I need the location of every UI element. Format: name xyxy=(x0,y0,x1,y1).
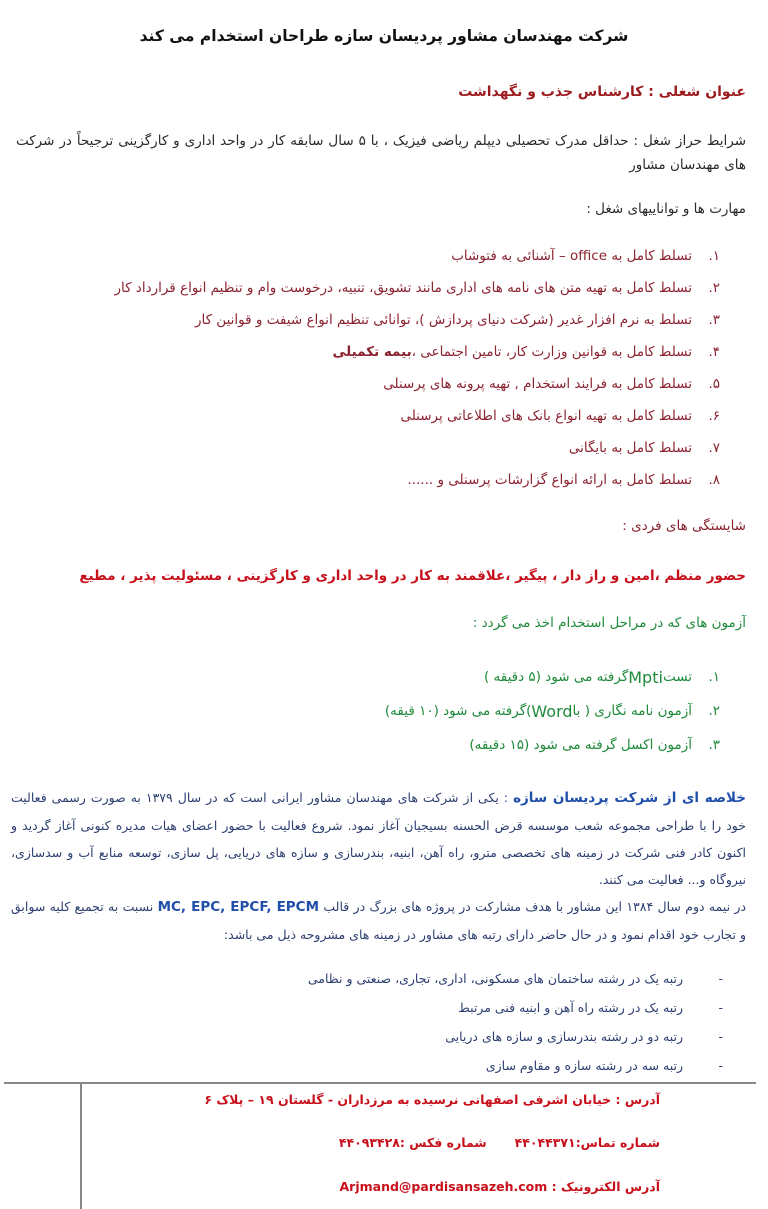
grade-item: - رتبه سه در رشته سازه و مقاوم سازی xyxy=(485,1058,723,1073)
company-name: خلاصه ای از شرکت پردیسان سازه xyxy=(513,790,746,806)
tests-list xyxy=(385,660,720,762)
tests-heading: آزمون های که در مراحل استخدام اخذ می گردد : xyxy=(472,615,746,631)
skill-item: ۲. تسلط کامل به تهیه متن های نامه های اداری مانند تشویق، تنبیه، درخوست وام و تنظیم انواع قرارداد کار xyxy=(114,280,720,296)
skills-list xyxy=(114,240,720,496)
grade-item: - رتبه یک در رشته ساختمان های مسکونی، اداری، تجاری، صنعتی و نظامی xyxy=(307,971,723,986)
test-item: ۲. آزمون نامه نگاری ( با Word )گرفته می شود (۱۰ قیقه) xyxy=(384,701,720,721)
company-paragraph-1: یکی از شرکت های مهندسان مشاور ایرانی است که در سال ۱۳۷۹ به صورت رسمی فعالیت خود را با طراحی مجموعه شعب موسسه قرض الحسنه بسیجیان آغاز نمود. شروع فعالیت با حضور اعضای هیات مدیره کنونی آغاز گردید و اکنون کادر فنی شرکت در زمینه های تخصصی مترو، راه آهن، ابنیه، بندرسازی و سازه های دریایی، پل سازی، توسعه منابع آب و سدسازی، نیروگاه و... فعالیت می کنند. xyxy=(11,790,746,887)
footer-fax: شماره فکس :۴۴۰۹۳۴۲۸ xyxy=(338,1135,487,1150)
traits-text: حضور منظم ،امین و راز دار ، پیگیر ،علاقمند به کار در واحد اداری و کارگزینی ، مسئولیت پذیر ، مطیع xyxy=(79,568,746,584)
skill-item: ۶. تسلط کامل به تهیه انواع بانک های اطلاعاتی پرسنلی xyxy=(400,408,720,424)
footer-contacts xyxy=(339,1135,660,1150)
skill-item: ۱. تسلط کامل به office – آشنائی به فتوشاب xyxy=(451,248,720,264)
company-paragraph-2: در نیمه دوم سال ۱۳۸۴ این مشاور با هدف مشارکت در پروژه های بزرگ در قالب xyxy=(319,899,747,914)
footer-email-label: آدرس الکترونیک : xyxy=(551,1179,660,1194)
grades-list xyxy=(308,964,723,1080)
skill-item: ۷. تسلط کامل به بایگانی xyxy=(568,440,720,456)
skill-item: ۳. تسلط به نرم افزار غدیر (شرکت دنیای پردازش )، توانائی تنظیم انواع شیفت و قوانین کار xyxy=(194,312,720,328)
job-conditions: شرایط حراز شغل : حداقل مدرک تحصیلی دیپلم ریاضی فیزیک ، با ۵ سال سابقه کار در واحد اداری و کارگزینی ترجیحاً در شرکت های مهندسان مشاور xyxy=(16,133,747,173)
grade-item: - رتبه دو در رشته بندرسازی و سازه های دریایی xyxy=(445,1029,723,1044)
skill-item: ۴. تسلط کامل به قوانین وزارت کار، تامین اجتماعی ، بیمه تکمیلی xyxy=(332,344,720,360)
footer-divider xyxy=(4,1082,756,1084)
company-summary: خلاصه ای از شرکت پردیسان سازه : یکی از شرکت های مهندسان مشاور ایرانی است که در سال ۱۳۷۹ به صورت رسمی فعالیت خود را با طراحی مجموعه شعب موسسه قرض الحسنه بسیجیان آغاز نمود. شروع فعالیت با حضور اعضای هیات مدیره کنونی آغاز گردید و اکنون کادر فنی شرکت در زمینه های تخصصی مترو، راه آهن، ابنیه، بندرسازی و سازه های دریایی، پل سازی، توسعه منابع آب و سدسازی، نیروگاه و... فعالیت می کنند. در نیمه دوم سال ۱۳۸۴ این مشاور با هدف مشارکت در پروژه های بزرگ در قالب MC, EPC, EPCF, EPCM نسبت به تجمیع کلیه سوابق و تجارب خود اقدام نمود و در حال حاضر دارای رتبه های مشاور در زمینه های مشروحه ذیل می باشد: xyxy=(11,790,747,942)
footer-email-row xyxy=(340,1179,661,1194)
job-title: عنوان شغلی : کارشناس جذب و نگهداشت xyxy=(458,84,746,100)
skill-item: ۸. تسلط کامل به ارائه انواع گزارشات پرسنلی و ...... xyxy=(407,472,720,488)
traits-heading: شایستگی های فردی : xyxy=(622,518,746,534)
footer-address: آدرس : خیابان اشرفی اصفهانی نرسیده به مرزداران - گلستان ۱۹ – پلاک ۶ xyxy=(204,1092,660,1107)
test-item: ۳. آزمون اکسل گرفته می شود (۱۵ دقیقه) xyxy=(469,737,720,753)
footer-email[interactable]: Arjmand@pardisansazeh.com xyxy=(339,1179,548,1194)
page-title: شرکت مهندسان مشاور پردیسان سازه طراحان استخدام می کند xyxy=(139,27,629,45)
footer-vertical-divider xyxy=(80,1083,82,1209)
footer-phone: شماره تماس:۴۴۰۴۴۳۷۱ xyxy=(514,1135,660,1150)
grade-item: - رتبه یک در رشته راه آهن و ابنیه فنی مرتبط xyxy=(458,1000,723,1015)
skills-heading: مهارت ها و تواناییهای شغل : xyxy=(586,201,746,217)
skill-item: ۵. تسلط کامل به فرایند استخدام , تهیه پرونه های پرسنلی xyxy=(383,376,720,392)
test-item: ۱. تست Mpti گرفته می شود (۵ دقیقه ) xyxy=(483,667,720,687)
